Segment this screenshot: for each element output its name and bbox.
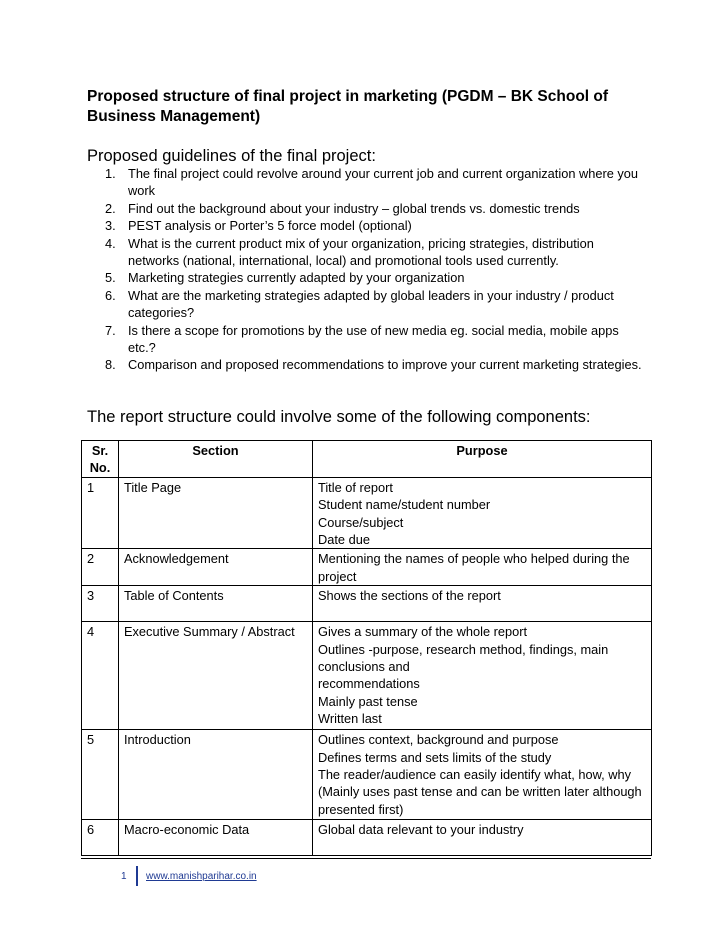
guideline-item [87,356,647,373]
purpose-line: Mentioning the names of people who helped during the project [318,551,630,584]
cell-sr-no: 4 [82,622,119,730]
cell-purpose [313,549,652,586]
cell-purpose [313,622,652,730]
table-row [82,622,652,730]
header-section: Section [119,441,313,478]
purpose-line: Outlines -purpose, research method, findings, main conclusions and [318,641,609,675]
purpose-line: Defines terms and sets limits of the study [318,749,552,765]
cell-sr-no: 3 [82,586,119,622]
cell-section: Introduction [119,730,313,820]
cell-sr-no: 6 [82,820,119,856]
guideline-item [87,165,647,200]
footer-divider [81,858,651,859]
guideline-text: What are the marketing strategies adapted by global leaders in your industry / product categories? [128,287,614,321]
header-sr-no: Sr. No. [82,441,119,478]
cell-sr-no: 2 [82,549,119,586]
purpose-line: Written last [318,711,382,727]
table-body [82,477,652,855]
purpose-line: Shows the sections of the report [318,588,501,604]
cell-sr-no: 5 [82,730,119,820]
guideline-number: 1. [105,166,116,181]
purpose-line: Gives a summary of the whole report [318,624,528,640]
purpose-line: Global data relevant to your industry [318,822,524,838]
guideline-text: What is the current product mix of your organization, pricing strategies, distribution networks (national, international, local) and promotional tools used currently. [128,235,594,269]
purpose-line: recommendations [318,676,420,692]
purpose-line: Date due [318,532,370,548]
guideline-text: Marketing strategies currently adapted by your organization [128,270,465,286]
purpose-line: The reader/audience can easily identify what, how, why [318,767,631,783]
guideline-item [87,287,647,322]
purpose-line: Mainly past tense [318,693,418,709]
table-header-row [82,441,652,478]
cell-purpose [313,477,652,549]
table-row [82,477,652,549]
guideline-text: Find out the background about your industry – global trends vs. domestic trends [128,200,580,216]
guideline-number: 6. [105,287,116,303]
cell-purpose [313,820,652,856]
cell-section: Executive Summary / Abstract [119,622,313,730]
cell-section: Table of Contents [119,586,313,622]
guideline-item [87,200,647,217]
guideline-item [87,217,647,234]
guideline-text: Is there a scope for promotions by the use of new media eg. social media, mobile apps etc.? [128,322,619,356]
purpose-line: Course/subject [318,514,404,530]
guideline-number: 8. [105,357,116,373]
purpose-line: (Mainly uses past tense and can be written later although presented first) [318,784,642,817]
guideline-number: 4. [105,235,116,251]
cell-purpose [313,586,652,622]
guideline-text: Comparison and proposed recommendations to improve your current marketing strategies. [128,357,642,373]
cell-section: Acknowledgement [119,549,313,586]
guideline-number: 3. [105,218,116,234]
guidelines-heading: Proposed guidelines of the final project: [87,147,376,165]
guideline-item [87,235,647,270]
guideline-item [87,322,647,357]
guideline-item [87,269,647,286]
guideline-number: 2. [105,200,116,216]
guideline-text: The final project could revolve around your current job and current organization where you work [128,166,639,199]
purpose-line: Student name/student number [318,497,491,513]
cell-sr-no: 1 [82,477,119,549]
report-structure-heading: The report structure could involve some of the following components: [87,408,591,426]
table-row [82,820,652,856]
page-title: Proposed structure of final project in marketing (PGDM – BK School of Business Management) [87,88,609,125]
cell-section: Macro-economic Data [119,820,313,856]
website-link[interactable]: www.manishparihar.co.in [146,871,257,882]
components-table [81,440,652,856]
table-row [82,549,652,586]
header-purpose: Purpose [313,441,652,478]
guidelines-list [87,165,647,374]
cell-purpose [313,730,652,820]
guideline-text: PEST analysis or Porter’s 5 force model (optional) [128,218,412,234]
guideline-number: 7. [105,322,116,338]
table-row [82,586,652,622]
cell-section: Title Page [119,477,313,549]
table-row [82,730,652,820]
purpose-line: Outlines context, background and purpose [318,732,559,748]
purpose-line: Title of report [318,479,393,495]
footer-separator [136,866,138,886]
guideline-number: 5. [105,270,116,286]
page-number: 1 [121,871,127,882]
